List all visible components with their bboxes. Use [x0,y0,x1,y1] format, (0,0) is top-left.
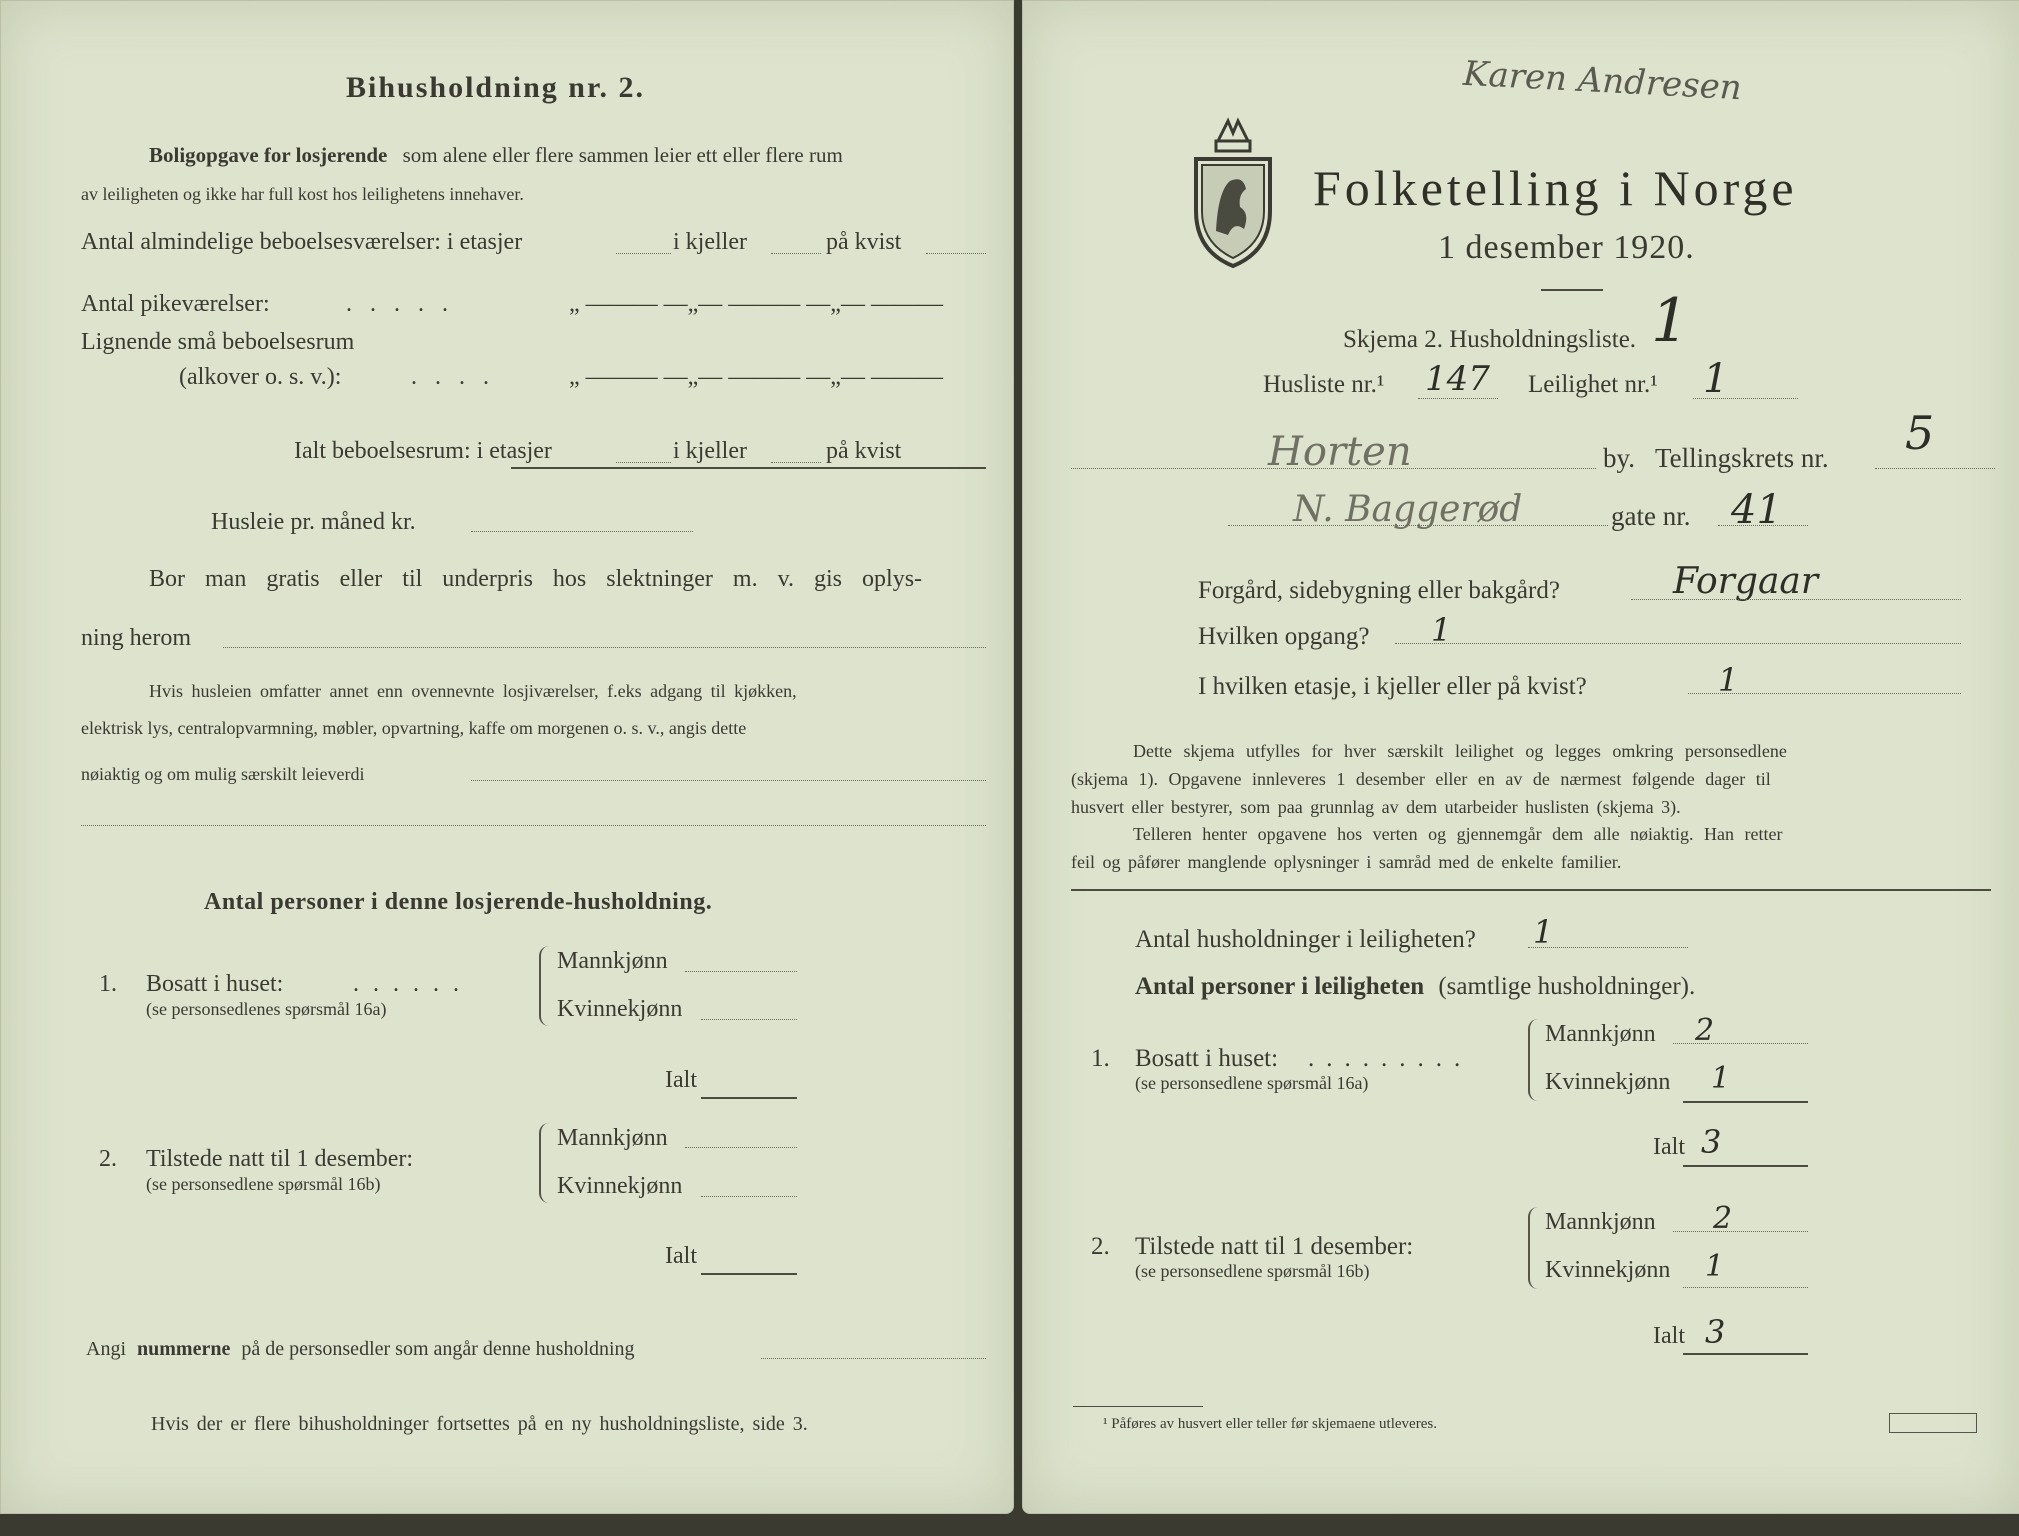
leilighet-value: 1 [1703,356,1729,402]
q1-sub: (se personsedlenes spørsmål 16a) [146,999,387,1019]
r-q2-kvinne-label: Kvinnekjønn [1545,1257,1671,1283]
angi-bold: nummerne [137,1338,231,1360]
r-q2-mann-label: Mannkjønn [1545,1209,1656,1235]
skjema-value: 1 [1651,286,1690,356]
pike-label: Antal pikeværelser: [81,291,270,317]
r-q1-ialt-value: 3 [1701,1123,1722,1161]
skjema-label: Skjema 2. Husholdningsliste. [1343,326,1637,353]
r-q1-kvinne-label: Kvinnekjønn [1545,1069,1671,1095]
coat-of-arms-icon [1188,111,1278,271]
r-q2-label: Tilstede natt til 1 desember: [1135,1233,1414,1260]
ialt-kvist: på kvist [826,438,902,464]
r-q1-num: 1. [1091,1045,1110,1072]
lignende-2: (alkover o. s. v.): [179,364,342,390]
r-q1-kvinne-value: 1 [1711,1061,1731,1096]
gate-label: gate nr. [1611,501,1691,531]
right-date: 1 desember 1920. [1438,229,1695,266]
antal-pers-bold: Antal personer i leiligheten [1135,973,1425,1000]
krets-label: Tellingskrets nr. [1655,443,1829,473]
r-q1-sub: (se personsedlene spørsmål 16a) [1135,1073,1369,1093]
info-line-1: Dette skjema utfylles for hver særskilt leilighet og legges omkring personsedlene [1133,741,1787,761]
rooms-kjeller: i kjeller [673,229,747,255]
antal-heading: Antal personer i denne losjerende-husholdning. [204,889,713,915]
by-value: Horten [1268,429,1412,475]
r-q2-num: 2. [1091,1233,1110,1260]
info-line-2: (skjema 1). Opgavene innleveres 1 desember eller en av de nærmest følgende dager til [1071,769,1771,789]
husliste-value: 147 [1425,359,1490,399]
by-label: by. [1603,443,1635,473]
ialt-rooms-label: Ialt beboelsesrum: i etasjer [294,438,552,464]
r-q2-mann-value: 2 [1713,1201,1733,1236]
q1-label: Bosatt i huset: [146,971,284,997]
r-q1-mann-value: 2 [1695,1013,1715,1048]
husleie-label: Husleie pr. måned kr. [211,509,416,535]
forgard-value: Forgaar [1673,561,1819,602]
r-q2-ialt-value: 3 [1705,1313,1726,1351]
signature: Karen Andresen [1462,53,1743,109]
q2-mann: Mannkjønn [557,1125,668,1151]
r-q1-mann-label: Mannkjønn [1545,1021,1656,1047]
info-line-4: Telleren henter opgavene hos verten og gjennemgår dem alle nøiaktig. Han retter [1133,824,1783,844]
left-title: Bihusholdning nr. 2. [346,71,646,104]
right-title: Folketelling i Norge [1313,160,1798,216]
angi-post: på de personsedler som angår denne husholdning [241,1338,635,1360]
rooms-kvist: på kvist [826,229,902,255]
leilighet-label: Leilighet nr.¹ [1528,371,1658,398]
intro-rest: som alene eller flere sammen leier ett eller flere rum [402,143,843,167]
left-footer: Hvis der er flere bihusholdninger fortsettes på en ny husholdningsliste, side 3. [151,1413,808,1435]
forgard-label: Forgård, sidebygning eller bakgård? [1198,577,1560,604]
antal-pers-rest: (samtlige husholdninger). [1438,973,1696,1000]
hvis-line-1: Hvis husleien omfatter annet enn ovennevnte losjiværelser, f.eks adgang til kjøkken, [149,681,797,701]
opgang-value: 1 [1431,611,1452,649]
footnote: ¹ Påføres av husvert eller teller før skjemaene utleveres. [1103,1416,1437,1432]
husliste-label: Husliste nr.¹ [1263,371,1385,398]
q2-kvinne: Kvinnekjønn [557,1173,683,1199]
right-page: Karen Andresen Folketelling i Norge 1 desember 1920. Skjema 2. Husholdningsliste. 1 Husliste nr.¹ 147 Leilighet nr.¹ 1 Horten by. Tellingskrets nr. 5 N. Baggerød gate nr. 41 Forgård, sidebygning eller bakgård? Forgaar Hvilken opgang? 1 I hvilken etasje, i kjeller eller på kvist? 1 Dette skjema utfylles for hver særskilt leilighet og legges omkring personsedlene (skjema 1). Opgavene innleveres 1 desember eller en av de nærmest følgende dager til husvert eller bestyrer, som paa grunnlag av dem utarbeider huslisten (skjema 3). Telleren henter opgavene hos verten og gjennemgår dem alle nøiaktig. Han retter feil og påfører manglende oplysninger i samråd med de enkelte familier. Antal husholdninger i leiligheten? 1 Antal personer i leiligheten (samtlige husholdninger). 1. Bosatt i huset: ......... (se personsedlene spørsmål 16a) Mannkjønn 2 Kvinnekjønn 1 Ialt 3 2. Tilstede natt til 1 desember: (se personsedlene spørsmål 16b) Mannkjønn 2 Kvinnekjønn 1 Ialt 3 ¹ Påføres av husvert eller teller før skjemaene utleveres. [1022,0,2019,1514]
hvis-line-2: elektrisk lys, centralopvarmning, møbler, opvartning, kaffe om morgenen o. s. v., angis dette [81,718,747,738]
q2-sub: (se personsedlene spørsmål 16b) [146,1174,381,1194]
left-page: Bihusholdning nr. 2. Boligopgave for losjerende som alene eller flere sammen leier ett eller flere rum av leiligheten og ikke har full kost hos leilighetens innehaver. Antal almindelige beboelsesværelser: i etasjer i kjeller på kvist Antal pikeværelser: ..... „ ——— —„— ——— —„— ——— Lignende små beboelsesrum (alkover o. s. v.): .... „ ——— —„— ——— —„— ——— Ialt beboelsesrum: i etasjer i kjeller på kvist Husleie pr. måned kr. Bor man gratis eller til underpris hos slektninger m. v. gis oplys- ning herom Hvis husleien omfatter annet enn ovennevnte losjiværelser, f.eks adgang til kjøkken, elektrisk lys, centralopvarmning, møbler, opvartning, kaffe om morgenen o. s. v., angis dette nøiaktig og om mulig særskilt leieverdi Antal personer i denne losjerende-husholdning. 1. Bosatt i huset: ...... (se personsedlenes spørsmål 16a) Mannkjønn Kvinnekjønn Ialt 2. Tilstede natt til 1 desember: (se personsedlene spørsmål 16b) Mannkjønn Kvinnekjønn Ialt Angi nummerne på de personsedler som angår denne husholdning Hvis der er flere bihusholdninger fortsettes på en ny husholdningsliste, side 3. [0,0,1014,1514]
angi-pre: Angi [86,1338,126,1360]
info-line-3: husvert eller bestyrer, som paa grunnlag av dem utarbeider huslisten (skjema 3). [1071,797,1681,817]
q2-ialt: Ialt [665,1243,697,1269]
gate-value: N. Baggerød [1293,489,1523,530]
r-q1-label: Bosatt i huset: [1135,1045,1279,1072]
r-q2-sub: (se personsedlene spørsmål 16b) [1135,1261,1370,1281]
intro-bold: Boligopgave for losjerende [149,143,388,167]
ialt-kjeller: i kjeller [673,438,747,464]
bor-line-1: Bor man gratis eller til underpris hos slektninger m. v. gis oplys- [149,566,923,592]
q1-num: 1. [99,971,117,997]
r-q1-ialt-label: Ialt [1653,1134,1685,1160]
lignende-1: Lignende små beboelsesrum [81,329,355,355]
q1-ialt: Ialt [665,1067,697,1093]
etasje-value: 1 [1718,661,1739,699]
printer-stamp [1889,1413,1977,1433]
hvis-line-3: nøiaktig og om mulig særskilt leieverdi [81,764,365,784]
gate-nr: 41 [1731,487,1782,533]
etasje-label: I hvilken etasje, i kjeller eller på kvist? [1198,673,1587,700]
intro-line-2: av leiligheten og ikke har full kost hos leilighetens innehaver. [81,184,524,204]
q2-num: 2. [99,1146,117,1172]
antal-hush-label: Antal husholdninger i leiligheten? [1135,926,1476,953]
rooms-label: Antal almindelige beboelsesværelser: i etasjer [81,229,523,255]
opgang-label: Hvilken opgang? [1198,623,1370,650]
r-q2-kvinne-value: 1 [1705,1249,1725,1284]
r-q2-ialt-label: Ialt [1653,1323,1685,1349]
bor-line-2: ning herom [81,625,191,651]
antal-hush-value: 1 [1533,913,1554,951]
krets-value: 5 [1905,406,1935,460]
info-line-5: feil og påfører manglende oplysninger i samråd med de enkelte familier. [1071,852,1622,872]
q2-label: Tilstede natt til 1 desember: [146,1146,414,1172]
q1-kvinne: Kvinnekjønn [557,996,683,1022]
q1-mann: Mannkjønn [557,948,668,974]
